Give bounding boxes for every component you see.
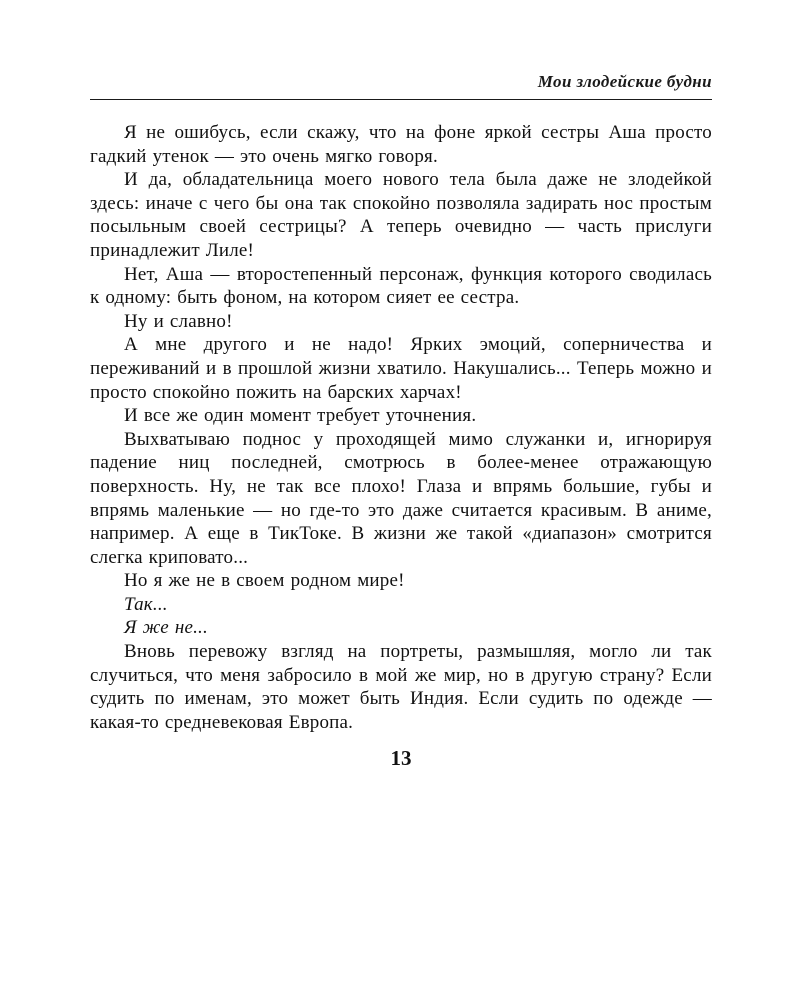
paragraph: Вновь перевожу взгляд на портреты, размышляя, могло ли так случиться, что меня забросило в мой же мир, но в другую страну? Если судить по именам, это может быть Индия. Если судить по одежде — какая-то средневековая Европа. [90,641,712,733]
paragraph: И все же один момент требует уточнения. [124,405,477,427]
paragraph: Так... [124,593,168,615]
paragraph: А мне другого и не надо! Ярких эмоций, соперничества и переживаний и в прошлой жизни хватило. Накушались... Теперь можно и просто спокойно пожить на барских харчах! [90,334,712,403]
paragraph: Нет, Аша — второстепенный персонаж, функция которого сводилась к одному: быть фоном, на котором сияет ее сестра. [90,263,712,309]
body-text [90,121,712,734]
running-header: Мои злодейские будни [90,72,712,100]
paragraph: Но я же не в своем родном мире! [124,570,405,592]
paragraph: Ну и славно! [124,310,233,332]
content-column [90,0,712,771]
paragraph: Выхватываю поднос у проходящей мимо служанки и, игнорируя падение ниц последней, смотрюсь в более-менее отражающую поверхность. Ну, не так все плохо! Глаза и впрямь большие, губы и впрямь маленькие — но где-то это даже считается красивым. В аниме, например. А еще в ТикТоке. В жизни же такой «диапазон» смотрится слегка криповато... [90,428,712,568]
paragraph: Я же не... [124,617,208,639]
paragraph: Я не ошибусь, если скажу, что на фоне яркой сестры Аша просто гадкий утенок — это очень мягко говоря. [90,122,712,167]
paragraph: И да, обладательница моего нового тела была даже не злодейкой здесь: иначе с чего бы она так спокойно позволяла задирать нос простым посыльным своей сестрицы? А теперь очевидно — часть прислуги принадлежит Лиле! [90,169,712,261]
page-number: 13 [390,746,412,771]
